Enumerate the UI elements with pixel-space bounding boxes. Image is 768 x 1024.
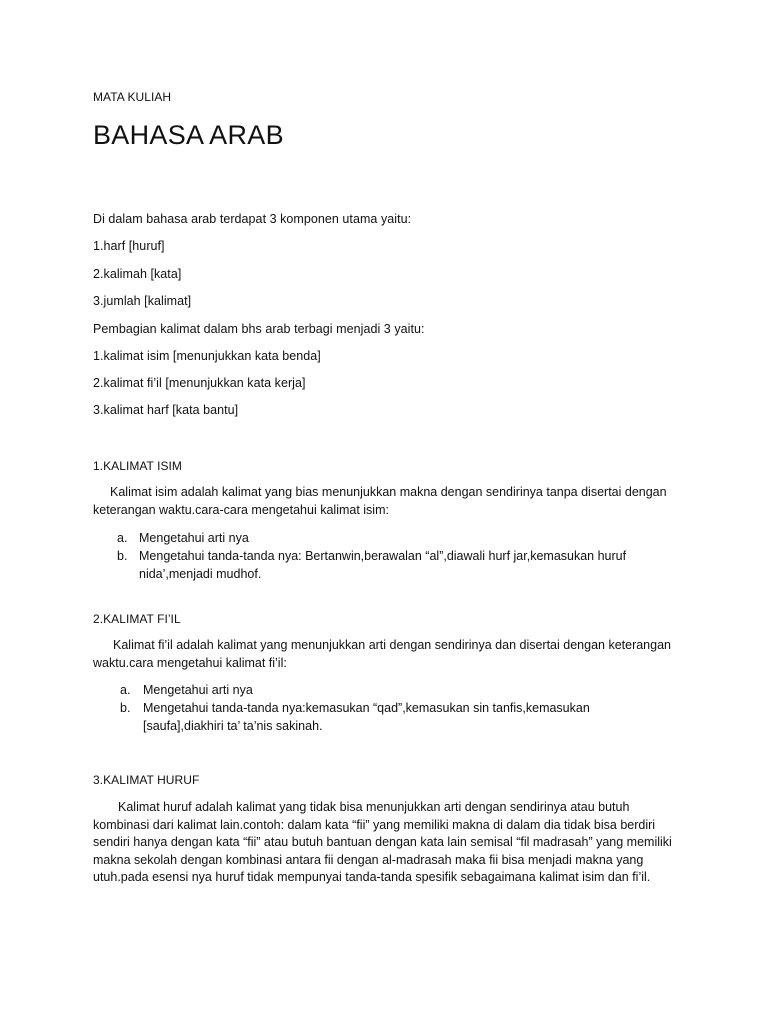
section-heading: 1.KALIMAT ISIM: [93, 459, 182, 473]
document-title: BAHASA ARAB: [93, 120, 284, 150]
division-item: 2.kalimat fi’il [menunjukkan kata kerja]: [93, 376, 306, 390]
division-item: 1.kalimat isim [menunjukkan kata benda]: [93, 349, 321, 363]
components-heading: Di dalam bahasa arab terdapat 3 komponen utama yaitu:: [93, 212, 412, 226]
list-item: Mengetahui tanda-tanda nya:kemasukan “qad”,kemasukan sin tanfis,kemasukan [saufa],diakhiri ta’ ta’nis sakinah.: [143, 701, 590, 733]
course-label: MATA KULIAH: [93, 90, 172, 104]
list-item: Mengetahui tanda-tanda nya: Bertanwin,berawalan “al”,diawali hurf jar,kemasukan huruf nida’,menjadi mudhof.: [139, 549, 627, 581]
component-item: 1.harf [huruf]: [93, 239, 165, 253]
section-heading: 2.KALIMAT FI’IL: [93, 612, 181, 626]
division-heading: Pembagian kalimat dalam bhs arab terbagi menjadi 3 yaitu:: [93, 322, 425, 336]
component-item: 2.kalimah [kata]: [93, 267, 182, 281]
section-paragraph: Kalimat huruf adalah kalimat yang tidak bisa menunjukkan arti dengan sendirinya atau butuh kombinasi dari kalimat lain.contoh: dalam kata “fii” yang memiliki makna di dalam dia tidak bisa berdiri sendiri hanya dengan kata “fii” atau butuh bantuan dengan kata lain semisal “fil madrasah” yang memiliki makna sekolah dengan kombinasi antara fii dengan al-madrasah maka fii bisa menjadi makna yang utuh.pada esensi nya huruf tidak mempunyai tanda-tanda spesifik sebagaimana kalimat isim dan fi’il.: [93, 800, 672, 885]
list-marker: a.: [120, 683, 131, 697]
list-marker: b.: [117, 549, 128, 563]
list-marker: b.: [120, 701, 131, 715]
section-paragraph: Kalimat isim adalah kalimat yang bias menunjukkan makna dengan sendirinya tanpa disertai dengan keterangan waktu.cara-cara mengetahui kalimat isim:: [93, 485, 667, 517]
division-item: 3.kalimat harf [kata bantu]: [93, 403, 239, 417]
section-paragraph: Kalimat fi’il adalah kalimat yang menunjukkan arti dengan sendirinya dan disertai dengan keterangan waktu.cara mengetahui kalimat fi’il:: [93, 638, 671, 670]
component-item: 3.jumlah [kalimat]: [93, 294, 192, 308]
list-item: Mengetahui arti nya: [143, 683, 253, 697]
list-item: Mengetahui arti nya: [139, 531, 249, 545]
list-marker: a.: [117, 531, 128, 545]
section-heading: 3.KALIMAT HURUF: [93, 773, 200, 787]
